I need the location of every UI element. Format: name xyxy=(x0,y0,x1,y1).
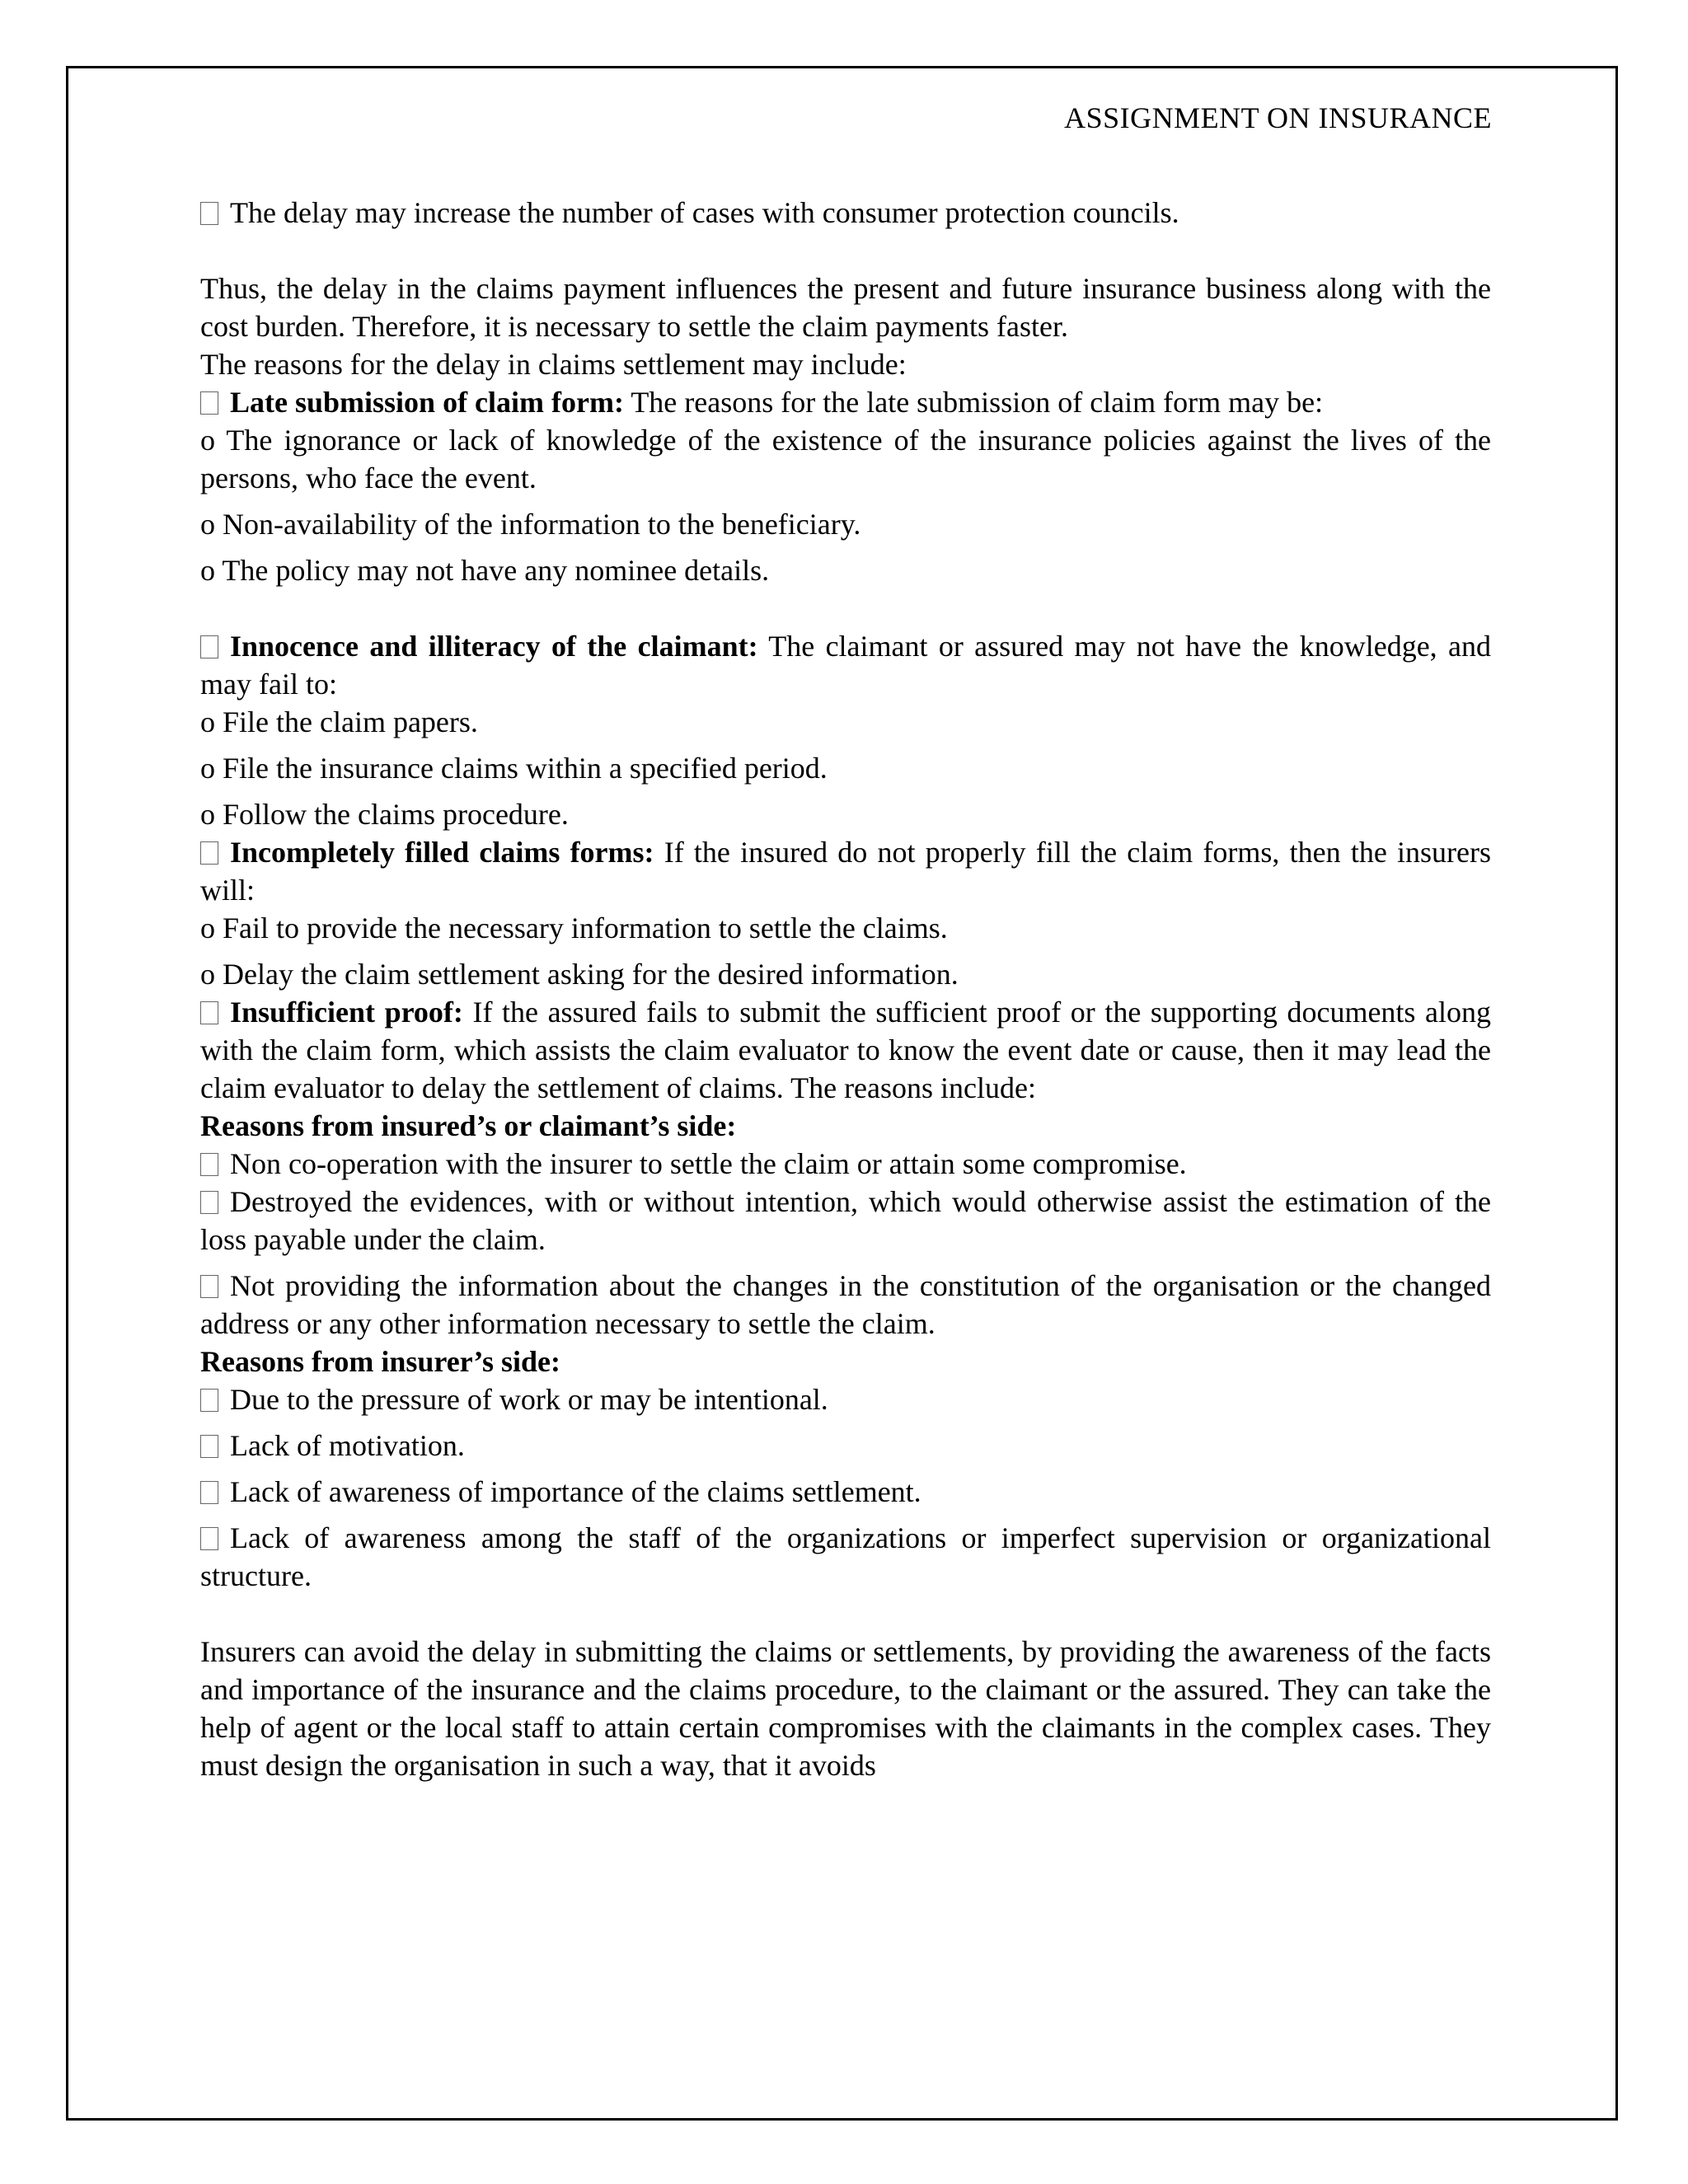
bullet-glyph-icon xyxy=(200,1191,218,1214)
bullet-item: Non co-operation with the insurer to settle the claim or attain some compromise. xyxy=(200,1145,1491,1183)
bullet-glyph-icon xyxy=(200,391,218,415)
section-heading: Reasons from insured’s or claimant’s side: xyxy=(200,1109,737,1142)
paragraph: Thus, the delay in the claims payment influences the present and future insurance business along with the cost burden. Therefore, it is necessary to settle the claim payments faster. xyxy=(200,272,1491,343)
document-body xyxy=(200,194,1491,1784)
bullet-glyph-icon xyxy=(200,1527,218,1550)
sub-item: o Follow the claims procedure. xyxy=(200,798,569,831)
bullet-item: Incompletely filled claims forms: If the insured do not properly fill the claim forms, then the insurers will: xyxy=(200,836,1491,907)
bullet-item: Innocence and illiteracy of the claimant: The claimant or assured may not have the knowledge, and may fail to: xyxy=(200,630,1491,701)
bullet-glyph-icon xyxy=(200,202,218,225)
bullet-glyph-icon xyxy=(200,1153,218,1176)
bullet-glyph-icon xyxy=(200,1435,218,1458)
sub-item: o Non-availability of the information to the beneficiary. xyxy=(200,508,861,541)
bullet-glyph-icon xyxy=(200,1001,218,1024)
bullet-item: Insufficient proof: If the assured fails to submit the sufficient proof or the supporting documents along with the claim form, which assists the claim evaluator to know the event date or cause, then it may lead the claim evaluator to delay the settlement of claims. The reasons include: xyxy=(200,996,1491,1104)
bullet-item: Destroyed the evidences, with or without intention, which would otherwise assist the estimation of the loss payable under the claim. xyxy=(200,1185,1491,1256)
bullet-item: Lack of motivation. xyxy=(200,1427,1491,1465)
bullet-glyph-icon xyxy=(200,841,218,865)
bullet-glyph-icon xyxy=(200,1389,218,1412)
bullet-item: Late submission of claim form: The reasons for the late submission of claim form may be: xyxy=(200,383,1491,421)
page-header: ASSIGNMENT ON INSURANCE xyxy=(1064,101,1492,134)
sub-item: o Fail to provide the necessary information to settle the claims. xyxy=(200,912,948,944)
sub-item: o Delay the claim settlement asking for the desired information. xyxy=(200,958,959,991)
bullet-item: Lack of awareness of importance of the claims settlement. xyxy=(200,1473,1491,1511)
sub-item: o The policy may not have any nominee details. xyxy=(200,554,770,587)
bullet-item: The delay may increase the number of cases with consumer protection councils. xyxy=(200,194,1491,232)
paragraph: Insurers can avoid the delay in submitting the claims or settlements, by providing the awareness of the facts and importance of the insurance and the claims procedure, to the claimant or the assured. They can take the help of agent or the local staff to attain certain compromises with the claimants in the complex cases. They must design the organisation in such a way, that it avoids xyxy=(200,1635,1491,1782)
section-heading: Reasons from insurer’s side: xyxy=(200,1345,560,1378)
bullet-item: Due to the pressure of work or may be intentional. xyxy=(200,1380,1491,1418)
bullet-item: Not providing the information about the changes in the constitution of the organisation or the changed address or any other information necessary to settle the claim. xyxy=(200,1269,1491,1340)
bullet-glyph-icon xyxy=(200,1481,218,1504)
sub-item: o File the insurance claims within a specified period. xyxy=(200,752,828,785)
bullet-item: Lack of awareness among the staff of the organizations or imperfect supervision or organizational structure. xyxy=(200,1521,1491,1592)
sub-item: o File the claim papers. xyxy=(200,705,478,738)
bullet-glyph-icon xyxy=(200,1275,218,1298)
paragraph: The reasons for the delay in claims settlement may include: xyxy=(200,348,907,381)
sub-item: o The ignorance or lack of knowledge of the existence of the insurance policies against the lives of the persons, who face the event. xyxy=(200,424,1491,494)
bullet-glyph-icon xyxy=(200,635,218,658)
